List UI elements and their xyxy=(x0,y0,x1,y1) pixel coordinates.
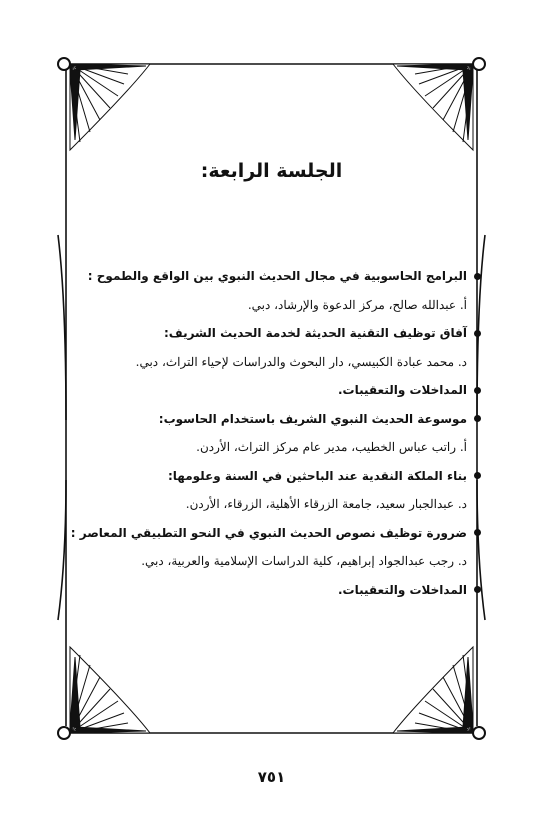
program-list xyxy=(70,262,481,604)
speaker-item: أ. راتب عباس الخطيب، مدير عام مركز التراث، الأردن. xyxy=(196,440,467,455)
corner-ornament-bottom-right xyxy=(393,647,485,739)
bullet-icon xyxy=(474,330,481,337)
topic-item: موسوعة الحديث النبوي الشريف باستخدام الحاسوب: xyxy=(70,405,481,434)
session-title: الجلسة الرابعة: xyxy=(200,160,343,182)
topic-item: المداخلات والتعقيبات. xyxy=(70,376,481,405)
corner-ornament-bottom-left xyxy=(58,647,150,739)
speaker-item: د. رجب عبدالجواد إبراهيم، كلية الدراسات الإسلامية والعربية، دبي. xyxy=(141,554,467,569)
topic-item: بناء الملكة النقدية عند الباحثين في السنة وعلومها: xyxy=(70,462,481,491)
bullet-icon xyxy=(474,387,481,394)
speaker-item: د. عبدالجبار سعيد، جامعة الزرقاء الأهلية، الزرقاء، الأردن. xyxy=(185,497,467,512)
topic-item: آفاق توظيف التقنية الحديثة لخدمة الحديث الشريف: xyxy=(70,319,481,348)
corner-ornament-top-right xyxy=(393,58,485,150)
speaker-item: د. محمد عبادة الكبيسي، دار البحوث والدراسات لإحياء التراث، دبي. xyxy=(135,354,467,369)
bullet-icon xyxy=(474,529,481,536)
topic-item: المداخلات والتعقيبات. xyxy=(70,576,481,605)
topic-item: البرامج الحاسوبية في مجال الحديث النبوي بين الواقع والطموح : xyxy=(70,262,481,291)
bullet-icon xyxy=(474,472,481,479)
bullet-icon xyxy=(474,273,481,280)
topic-item: ضرورة توظيف نصوص الحديث النبوي في النحو التطبيقي المعاصر : xyxy=(70,519,481,548)
page-number: ٧٥١ xyxy=(257,768,286,786)
bullet-icon xyxy=(474,586,481,593)
bullet-icon xyxy=(474,415,481,422)
corner-ornament-top-left xyxy=(58,58,150,150)
speaker-item: أ. عبدالله صالح، مركز الدعوة والإرشاد، دبي. xyxy=(247,297,467,312)
